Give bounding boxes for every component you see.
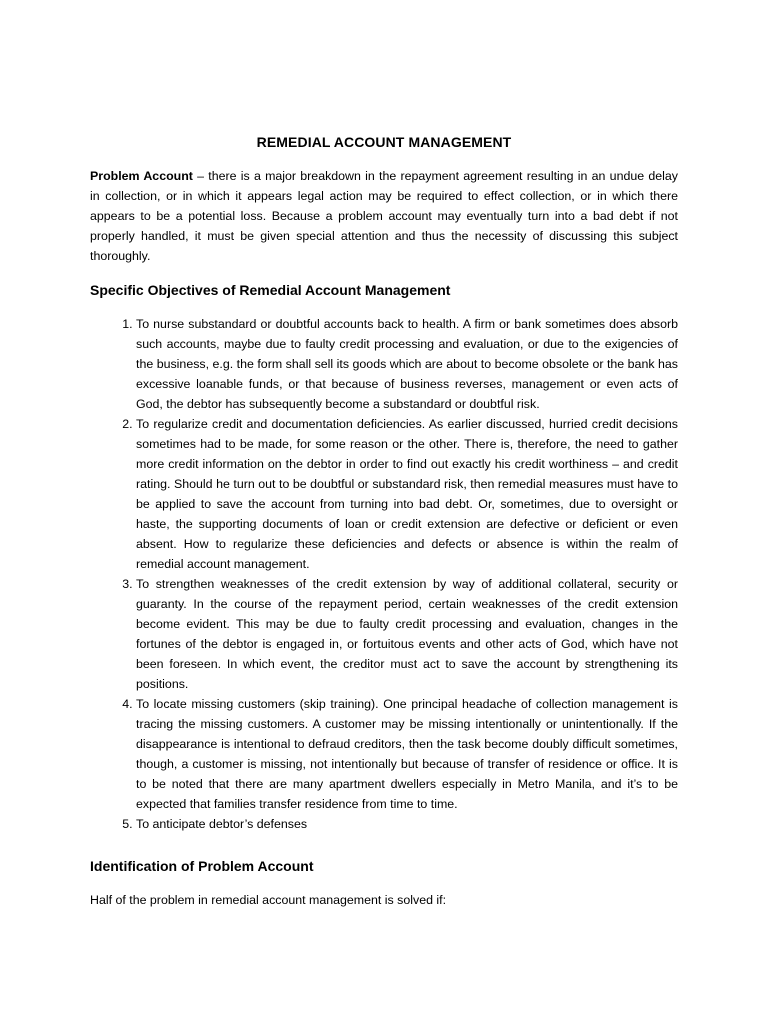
objective-item: 3. To strengthen weaknesses of the credit extension by way of additional collateral, security or guaranty. In the course of the repayment period, certain weaknesses of the credit extension become evident. This may be due to faulty credit processing and evaluation, changes in the fortunes of the debtor is engaged in, or fortuitous events and other acts of God, which have not been foreseen. In which event, the creditor must act to save the account by strengthening its positions. bbox=[136, 574, 678, 694]
objectives-heading: Specific Objectives of Remedial Account Management bbox=[90, 282, 451, 298]
closing-paragraph: Half of the problem in remedial account management is solved if: bbox=[90, 893, 447, 907]
objectives-list bbox=[90, 314, 678, 834]
objective-item: 4. To locate missing customers (skip training). One principal headache of collection management is tracing the missing customers. A customer may be missing intentionally or unintentionally. If the disappearance is intentional to defraud creditors, then the task become doubly difficult sometimes, though, a customer is missing, not intentionally but because of transfer of residence or office. It is to be noted that there are many apartment dwellers especially in Metro Manila, and it’s to be expected that families transfer residence from time to time. bbox=[136, 694, 678, 814]
objective-item: 2. To regularize credit and documentation deficiencies. As earlier discussed, hurried credit decisions sometimes had to be made, for some reason or the other. There is, therefore, the need to gather more credit information on the debtor in order to find out exactly his credit worthiness – and credit rating. Should he turn out to be doubtful or substandard risk, then remedial measures must have to be applied to save the account from turning into bad debt. Or, sometimes, due to oversight or haste, the supporting documents of loan or credit extension are defective or deficient or even absent. How to regularize these deficiencies and defects or absence is within the realm of remedial account management. bbox=[136, 414, 678, 574]
identification-heading: Identification of Problem Account bbox=[90, 858, 314, 874]
intro-text: – there is a major breakdown in the repayment agreement resulting in an undue delay in collection, or in which it appears legal action may be required to effect collection, or in which there appears to be a potential loss. Because a problem account may eventually turn into a bad debt if not properly handled, it must be given special attention and thus the necessity of discussing this subject thoroughly. bbox=[90, 169, 678, 263]
objective-item: 5. To anticipate debtor’s defenses bbox=[136, 814, 678, 834]
document-title: REMEDIAL ACCOUNT MANAGEMENT bbox=[256, 134, 512, 150]
intro-paragraph bbox=[90, 166, 678, 266]
objective-item: 1. To nurse substandard or doubtful accounts back to health. A firm or bank sometimes does absorb such accounts, maybe due to faulty credit processing and evaluation, or due to the exigencies of the business, e.g. the form shall sell its goods which are about to become obsolete or the bank has excessive loanable funds, or that because of business reverses, management or even acts of God, the debtor has subsequently become a substandard or doubtful risk. bbox=[136, 314, 678, 414]
intro-lead-term: Problem Account bbox=[90, 169, 193, 183]
